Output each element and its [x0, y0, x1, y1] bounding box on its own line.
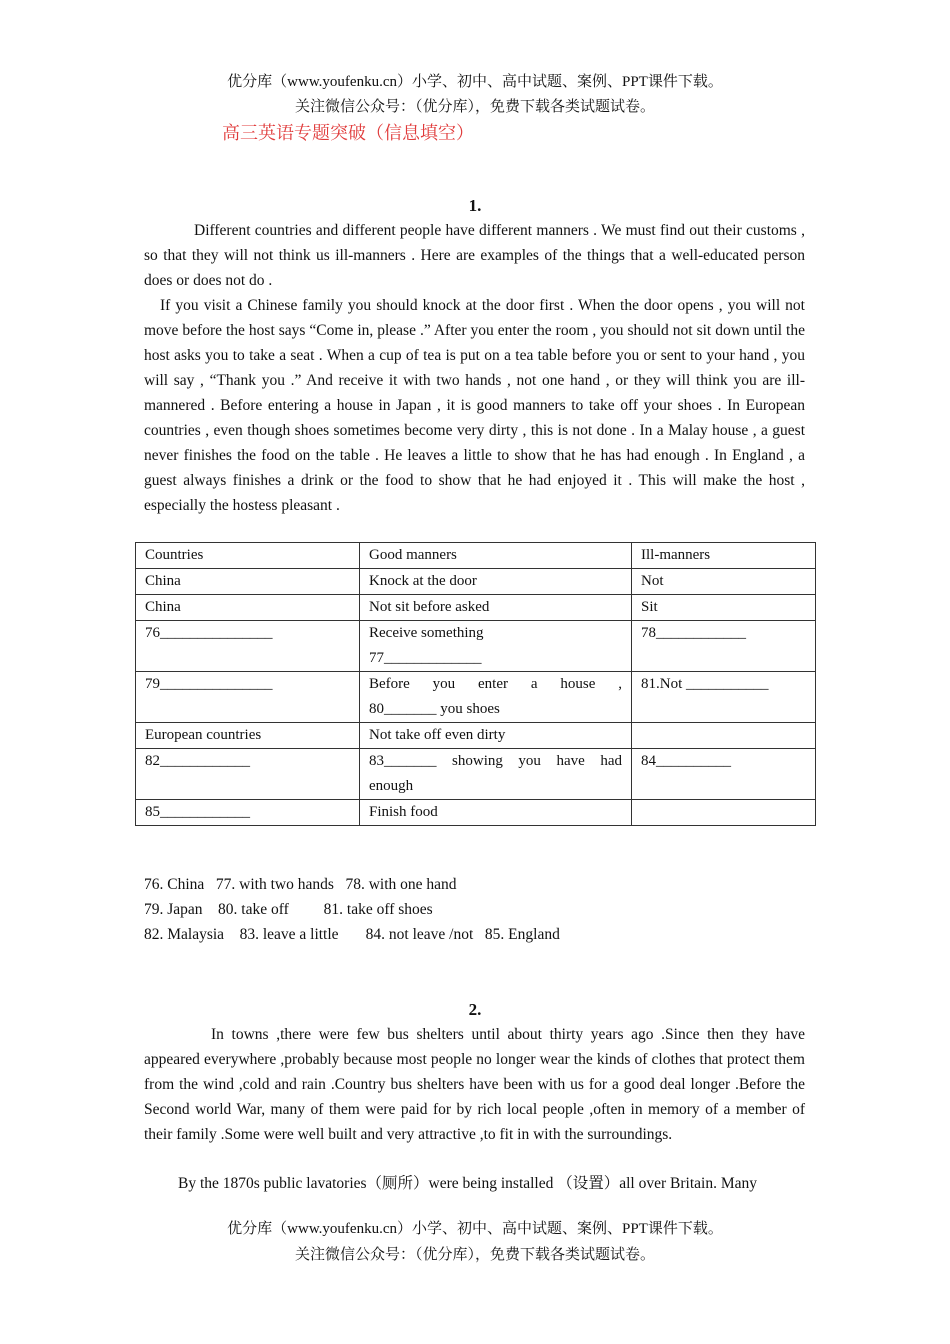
footer-line-2: 关注微信公众号：（优分库），免费下载各类试题试卷。	[294, 1247, 655, 1263]
ill-manner-cell	[632, 800, 816, 826]
country-cell: China	[136, 569, 360, 595]
table-header-row	[136, 543, 816, 569]
answer-line-3: 82. Malaysia 83. leave a little 84. not leave /not 85. England	[144, 926, 560, 943]
table-row	[136, 723, 816, 749]
ill-manner-cell: 78____________	[632, 621, 816, 672]
good-manner-cell	[360, 672, 632, 723]
section-1-paragraph-2: If you visit a Chinese family you should knock at the door first . When the door opens , you will not move before the host says “Come in, please .” After you enter the room , you should not sit down until the host asks you to take a seat . When a cup of tea is put on a tea table before you or sent to your hand , you will say , “Thank you .” And receive it with two hands , not one hand , or they will think you are ill-mannered . Before entering a house in Japan , it is good manners to take off your shoes . In European countries , even though shoes sometimes become very dirty , this is not done . In a Malay house , a guest never finishes the food on the table . He leaves a little to show that he has had enough . In England , a guest always finishes a drink or the food to show that he had enjoyed it . This will make the host , especially the hostess pleasant .	[144, 297, 805, 514]
country-cell: China	[136, 595, 360, 621]
header-countries: Countries	[136, 543, 360, 569]
manners-table	[135, 542, 816, 826]
good-manner-line-1: Receive something	[369, 625, 484, 641]
good-manner-cell: Not sit before asked	[360, 595, 632, 621]
header-line-1: 优分库（www.youfenku.cn）小学、初中、高中试题、案例、PPT课件下载。	[227, 74, 723, 90]
table-row	[136, 672, 816, 723]
section-2-paragraph-2: By the 1870s public lavatories（厕所）were being installed （设置）all over Britain. Many	[178, 1175, 757, 1192]
good-manner-cell: Finish food	[360, 800, 632, 826]
section-2-paragraph-1: In towns ,there were few bus shelters until about thirty years ago .Since then they have appeared everywhere ,probably because most people no longer wear the kinds of clothes that protect them from the wind ,cold and rain .Country bus shelters have been with us for a good deal longer .Before the Second world War, many of them were paid for by rich local people ,often in memory of a member of their family .Some were well built and very attractive ,to fit in with the surroundings.	[144, 1026, 805, 1143]
good-manner-cell: Not take off even dirty	[360, 723, 632, 749]
country-cell: European countries	[136, 723, 360, 749]
answer-key	[144, 872, 560, 947]
good-manner-line-2: 80_______ you shoes	[369, 701, 500, 717]
header-line-2: 关注微信公众号：（优分库），免费下载各类试题试卷。	[294, 99, 655, 115]
good-manner-line-1: 83_______ showing you have had	[369, 753, 622, 769]
table-row	[136, 749, 816, 800]
header-good-manners: Good manners	[360, 543, 632, 569]
footer-line-1: 优分库（www.youfenku.cn）小学、初中、高中试题、案例、PPT课件下载。	[227, 1221, 723, 1237]
country-cell: 79_______________	[136, 672, 360, 723]
ill-manner-cell: Sit	[632, 595, 816, 621]
good-manner-cell	[360, 621, 632, 672]
good-manner-line-1: Before you enter a house ,	[369, 676, 622, 692]
country-cell: 76_______________	[136, 621, 360, 672]
country-cell: 82____________	[136, 749, 360, 800]
country-cell: 85____________	[136, 800, 360, 826]
good-manner-line-2: 77_____________	[369, 650, 482, 666]
section-1-paragraph-1: Different countries and different people have different manners . We must find out their customs , so that they will not think us ill-manners . Here are examples of the things that a well-educated person does or does not do .	[144, 222, 805, 289]
table-row	[136, 621, 816, 672]
ill-manner-cell: 81.Not ___________	[632, 672, 816, 723]
section-1-number: 1.	[468, 196, 482, 215]
ill-manner-cell: 84__________	[632, 749, 816, 800]
table-row	[136, 595, 816, 621]
answer-line-2: 79. Japan 80. take off 81. take off shoes	[144, 901, 433, 918]
ill-manner-cell: Not	[632, 569, 816, 595]
good-manner-cell: Knock at the door	[360, 569, 632, 595]
ill-manner-cell	[632, 723, 816, 749]
section-2-number: 2.	[468, 1000, 482, 1019]
good-manner-cell	[360, 749, 632, 800]
header-ill-manners: Ill-manners	[632, 543, 816, 569]
table-row	[136, 569, 816, 595]
good-manner-line-2: enough	[369, 778, 414, 794]
table-row	[136, 800, 816, 826]
document-title: 高三英语专题突破（信息填空）	[222, 123, 474, 143]
answer-line-1: 76. China 77. with two hands 78. with one hand	[144, 876, 457, 893]
